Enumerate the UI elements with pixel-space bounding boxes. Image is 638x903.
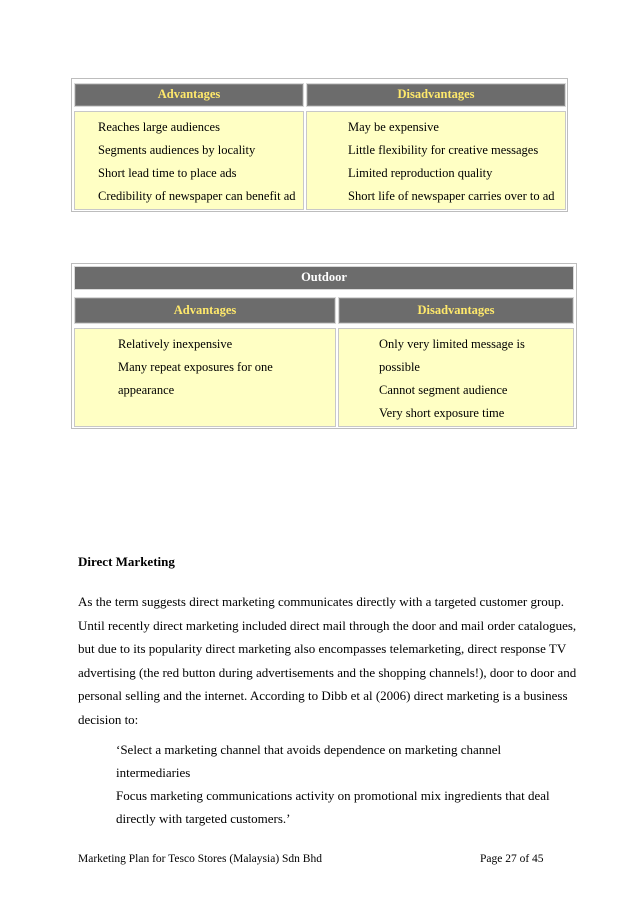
quote-block	[116, 738, 586, 830]
paragraph-line: decision to:	[78, 711, 139, 727]
paragraph-line: but due to its popularity direct marketing also encompasses telemarketing, direct response TV	[78, 641, 567, 656]
quote-line: ‘Select a marketing channel that avoids dependence on marketing channel	[116, 742, 502, 757]
table2-disadvantages-cell	[338, 328, 574, 427]
table1-disadvantages-cell	[306, 111, 566, 210]
list-item: Cannot segment audience	[379, 383, 508, 397]
table1-advantages-cell	[74, 111, 304, 210]
quote-line: directly with targeted customers.’	[116, 811, 291, 826]
list-item: Short lead time to place ads	[98, 166, 237, 180]
list-item: Little flexibility for creative messages	[348, 143, 539, 157]
list-item: Segments audiences by locality	[98, 143, 256, 157]
newspaper-table	[71, 78, 568, 212]
list-item: Very short exposure time	[379, 406, 505, 420]
table1-header-advantages: Advantages	[74, 83, 304, 107]
list-item: possible	[379, 360, 420, 374]
table2-advantages-cell	[74, 328, 336, 427]
table1-header-disadvantages: Disadvantages	[306, 83, 566, 107]
outdoor-table	[71, 263, 577, 429]
quote-line: intermediaries	[116, 765, 191, 780]
section-heading: Direct Marketing	[78, 554, 175, 569]
list-item: Limited reproduction quality	[348, 166, 493, 180]
list-item: Reaches large audiences	[98, 120, 220, 134]
outdoor-title: Outdoor	[74, 266, 574, 290]
paragraph-line: As the term suggests direct marketing communicates directly with a targeted customer group.	[78, 594, 565, 609]
paragraph-line: advertising (the red button during advertisements and the shopping channels!), door to door and	[78, 664, 577, 680]
list-item: May be expensive	[348, 120, 439, 134]
paragraph-line: Until recently direct marketing included direct mail through the door and mail order catalogues,	[78, 617, 577, 633]
list-item: Only very limited message is	[379, 337, 525, 351]
list-item: Short life of newspaper carries over to ad	[348, 189, 555, 203]
list-item: Credibility of newspaper can benefit ad	[98, 189, 296, 203]
paragraph-line: personal selling and the internet. According to Dibb et al (2006) direct marketing is a business	[78, 688, 568, 703]
body-paragraph	[78, 590, 578, 731]
footer-document-title: Marketing Plan for Tesco Stores (Malaysia) Sdn Bhd	[78, 853, 322, 865]
list-item: appearance	[118, 383, 175, 397]
table2-header-advantages: Advantages	[74, 297, 336, 324]
list-item: Many repeat exposures for one	[118, 360, 273, 374]
list-item: Relatively inexpensive	[118, 337, 233, 351]
table2-header-disadvantages: Disadvantages	[338, 297, 574, 324]
footer-page-number: Page 27 of 45	[480, 853, 544, 865]
quote-line: Focus marketing communications activity on promotional mix ingredients that deal	[116, 788, 550, 803]
